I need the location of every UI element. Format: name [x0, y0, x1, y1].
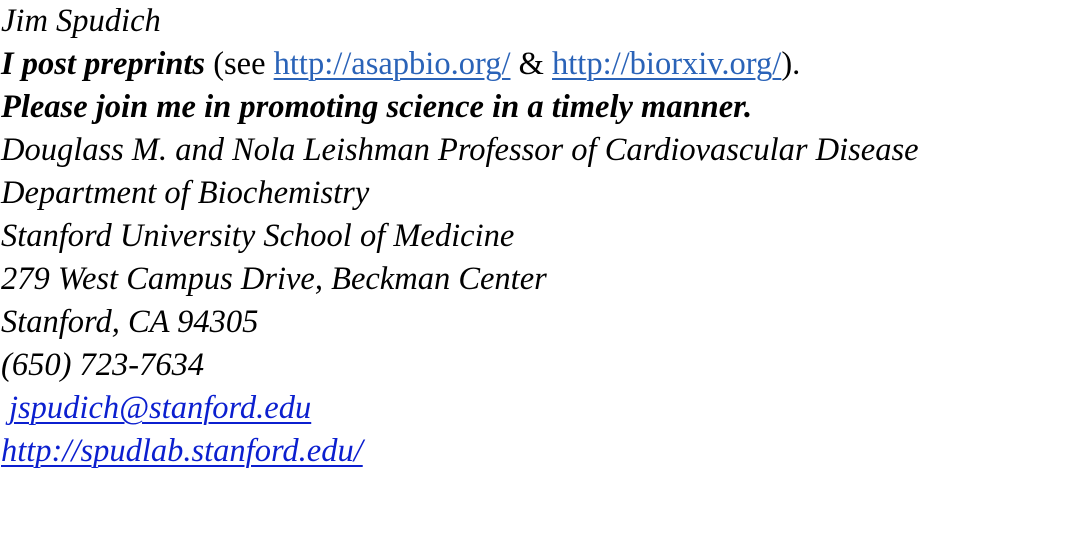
preprints-line: [1, 43, 1087, 86]
biorxiv-link[interactable]: http://biorxiv.org/: [552, 46, 782, 82]
email-signature: [1, 0, 1087, 473]
city-state-zip: Stanford, CA 94305: [1, 304, 259, 340]
slogan: Please join me in promoting science in a timely manner.: [1, 89, 753, 125]
email-link[interactable]: jspudich@stanford.edu: [9, 390, 312, 426]
school: Stanford University School of Medicine: [1, 218, 515, 254]
street-address: 279 West Campus Drive, Beckman Center: [1, 261, 547, 297]
department: Department of Biochemistry: [1, 175, 370, 211]
website-link[interactable]: http://spudlab.stanford.edu/: [1, 433, 363, 469]
professor-title: Douglass M. and Nola Leishman Professor of Cardiovascular Disease: [1, 132, 919, 168]
preprints-close-paren: ).: [781, 46, 801, 82]
asapbio-link[interactable]: http://asapbio.org/: [273, 46, 511, 82]
preprints-open-paren: (see: [205, 46, 274, 82]
website-line: [1, 430, 1087, 473]
preprints-ampersand: &: [510, 46, 553, 82]
email-line: [1, 387, 1087, 430]
signature-name: Jim Spudich: [1, 3, 161, 39]
phone-number: (650) 723-7634: [1, 347, 205, 383]
preprints-lead: I post preprints: [1, 46, 206, 82]
